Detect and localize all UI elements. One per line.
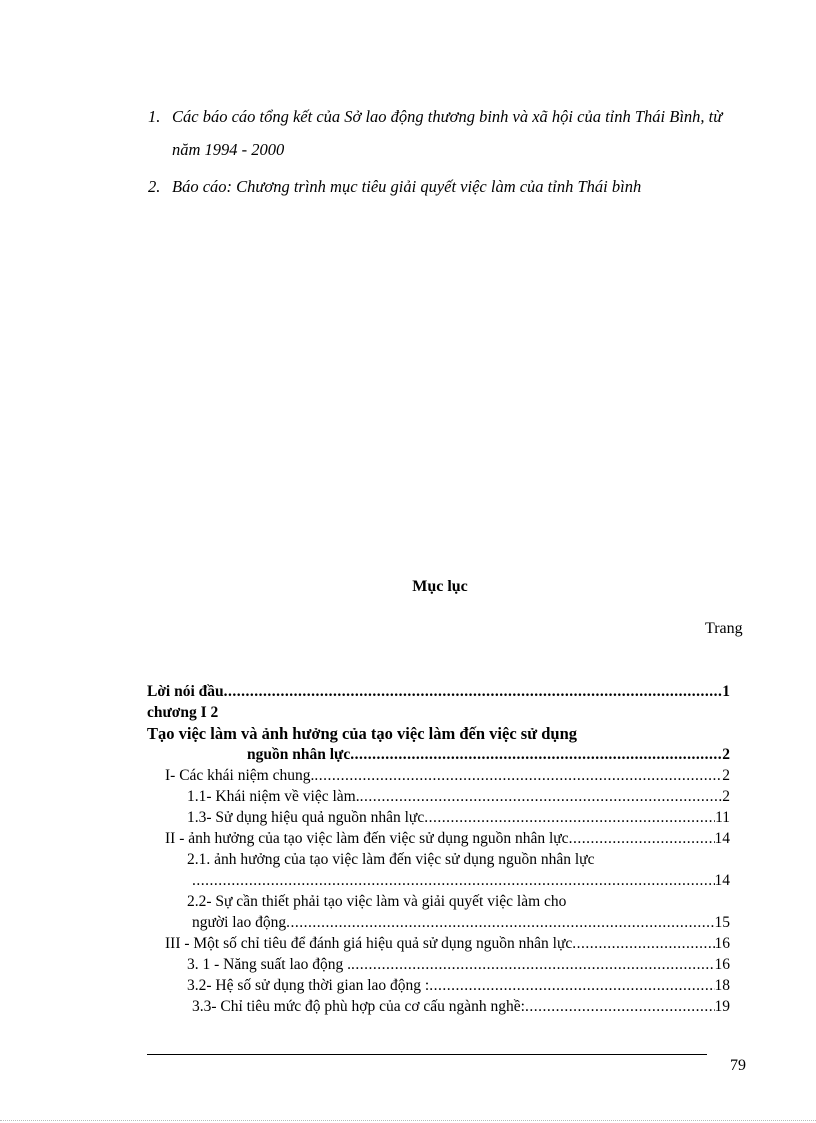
- reference-number: 2.: [148, 177, 161, 196]
- toc-entry-section-1[interactable]: [147, 765, 730, 786]
- toc-entry-text: chương I 2: [147, 704, 219, 721]
- toc-entry-text: Lời nói đầu: [147, 683, 224, 700]
- toc-entry-page: 19: [714, 998, 730, 1015]
- reference-number: 1.: [148, 107, 161, 126]
- toc-title: Mục lục: [412, 578, 468, 595]
- toc-entry-text: 2.2- Sự cần thiết phải tạo việc làm và giải quyết việc làm cho: [187, 893, 567, 910]
- toc-leader-dots: [351, 954, 714, 975]
- toc-entry-text: I- Các khái niệm chung.: [165, 767, 315, 784]
- toc-page-header: Trang: [705, 620, 743, 637]
- toc-leader-dots: [525, 996, 715, 1017]
- reference-text: Các báo cáo tổng kết của Sở lao động thương binh và xã hội của tỉnh Thái Bình, từ năm 1994 - 2000: [172, 107, 723, 159]
- toc-entry-text: II - ảnh hưởng của tạo việc làm đến việc sử dụng nguồn nhân lực: [165, 830, 569, 847]
- toc-leader-dots: [360, 786, 723, 807]
- table-of-contents: [147, 681, 730, 1017]
- toc-entry-section-3-2[interactable]: [147, 975, 730, 996]
- toc-entry-page: 18: [714, 977, 730, 994]
- toc-entry-section-3[interactable]: [147, 933, 730, 954]
- toc-entry-section-2-2[interactable]: [147, 891, 730, 912]
- toc-leader-dots: [424, 807, 715, 828]
- page-edge-divider: [0, 1120, 816, 1121]
- toc-entry-section-2-1[interactable]: [147, 849, 730, 870]
- toc-entry-page: 2: [722, 746, 730, 763]
- reference-text: Báo cáo: Chương trình mục tiêu giải quyết việc làm của tỉnh Thái bình: [172, 177, 642, 196]
- toc-entry-page: 2: [722, 788, 730, 805]
- toc-entry-text: nguồn nhân lực: [247, 746, 351, 763]
- toc-leader-dots: [569, 828, 715, 849]
- toc-entry-text: người lao động: [192, 914, 287, 931]
- toc-chapter-label[interactable]: [147, 702, 730, 723]
- toc-entry-section-3-1[interactable]: [147, 954, 730, 975]
- toc-leader-dots: [192, 870, 715, 891]
- toc-entry-section-2-2-cont[interactable]: [147, 912, 730, 933]
- toc-entry-section-1-3[interactable]: [147, 807, 730, 828]
- toc-entry-text: 3.3- Chỉ tiêu mức độ phù hợp của cơ cấu ngành nghề:: [192, 998, 525, 1015]
- toc-entry-text: 3.2- Hệ số sử dụng thời gian lao động :: [187, 977, 430, 994]
- toc-entry-page: 16: [714, 956, 730, 973]
- toc-entry-text: 2.1. ảnh hưởng của tạo việc làm đến việc sử dụng nguồn nhân lực: [187, 851, 595, 868]
- toc-leader-dots: [286, 912, 714, 933]
- toc-leader-dots: [572, 933, 714, 954]
- reference-item: [148, 100, 748, 166]
- toc-leader-dots: [350, 744, 722, 765]
- toc-entry-page: 1: [722, 683, 730, 700]
- toc-entry-section-2-1-cont[interactable]: [147, 870, 730, 891]
- toc-entry-page: 15: [714, 914, 730, 931]
- toc-entry-text: 3. 1 - Năng suất lao động .: [187, 956, 352, 973]
- toc-leader-dots: [429, 975, 714, 996]
- toc-entry-text: III - Một số chỉ tiêu để đánh giá hiệu quả sử dụng nguồn nhân lực: [165, 935, 573, 952]
- toc-leader-dots: [224, 681, 723, 702]
- reference-item: [148, 170, 748, 203]
- toc-entry-section-2[interactable]: [147, 828, 730, 849]
- toc-chapter-title-cont[interactable]: [147, 744, 730, 765]
- toc-entry-page: 14: [714, 830, 730, 847]
- toc-entry-loi-noi-dau[interactable]: [147, 681, 730, 702]
- toc-entry-section-1-1[interactable]: [147, 786, 730, 807]
- toc-entry-page: 11: [715, 809, 730, 826]
- toc-entry-page: 14: [714, 872, 730, 889]
- toc-leader-dots: [314, 765, 722, 786]
- page-number: 79: [730, 1057, 746, 1074]
- toc-entry-text: 1.3- Sử dụng hiệu quả nguồn nhân lực: [187, 809, 425, 826]
- footer-divider: [147, 1054, 707, 1055]
- toc-entry-section-3-3[interactable]: [147, 996, 730, 1017]
- toc-chapter-title[interactable]: Tạo việc làm và ảnh hưởng của tạo việc làm đến việc sử dụng: [147, 724, 577, 743]
- toc-entry-page: 2: [722, 767, 730, 784]
- toc-entry-text: 1.1- Khái niệm về việc làm.: [187, 788, 360, 805]
- toc-entry-page: 16: [714, 935, 730, 952]
- reference-list: [148, 100, 748, 203]
